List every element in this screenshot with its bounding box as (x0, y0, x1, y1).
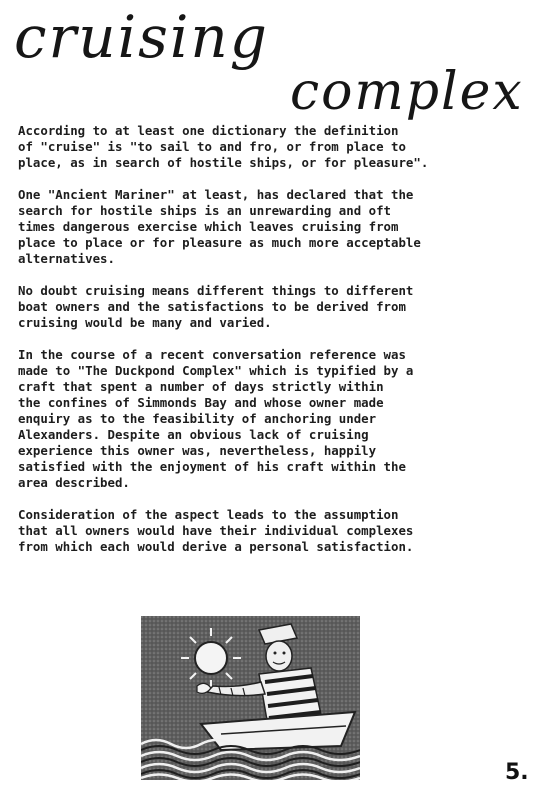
title-word-cruising: cruising (14, 3, 269, 71)
paragraph-duckpond-complex: In the course of a recent conversation reference was made to "The Duckpond Complex" which is typified by a craft that spent a number of days strictly within the confines of Simmonds Bay and whose owner made enquiry as to the feasibility of anchoring under Alexanders. Despite an obvious lack of cruising experience this owner was, nevertheless, happily satisfied with the enjoyment of his craft within the area described. (18, 347, 414, 490)
paragraph-consideration: Consideration of the aspect leads to the assumption that all owners would have their individual complexes from which each would derive a personal satisfaction. (18, 507, 414, 554)
article-body (18, 123, 508, 571)
paragraph-dictionary-definition: According to at least one dictionary the definition of "cruise" is "to sail to and fro, or from place to place, as in search of hostile ships, or for pleasure". (18, 123, 429, 170)
page-number: 5. (505, 760, 529, 785)
paragraph-different-things: No doubt cruising means different things to different boat owners and the satisfactions to be derived from cruising would be many and varied. (18, 283, 414, 330)
title-word-complex: complex (290, 62, 524, 122)
woodcut-illustration (141, 616, 360, 780)
paragraph-ancient-mariner: One "Ancient Mariner" at least, has declared that the search for hostile ships is an unrewarding and oft times dangerous exercise which leaves cruising from place to place or for pleasure as much more acceptable alternatives. (18, 187, 421, 266)
